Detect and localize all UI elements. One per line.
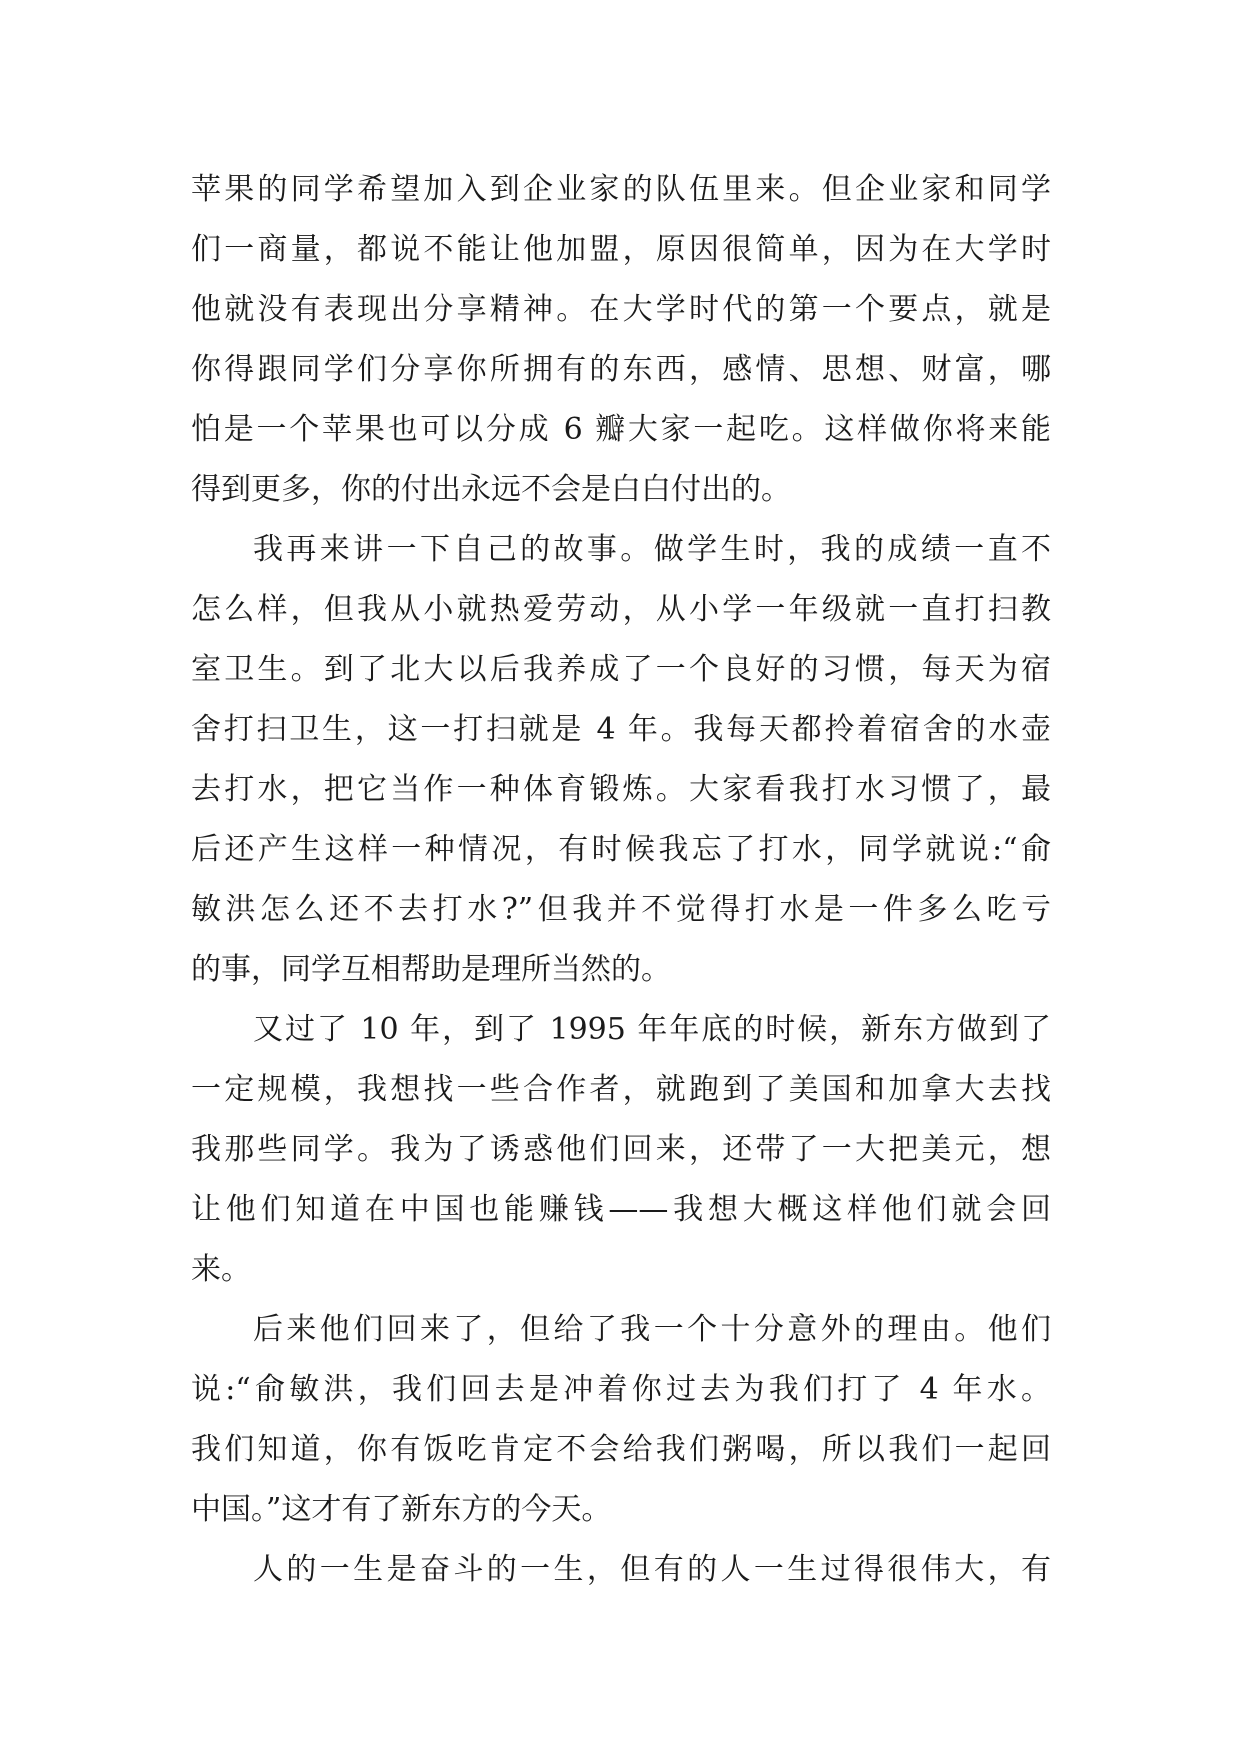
text-line: 敏洪怎么还不去打水?”但我并不觉得打水是一件多么吃亏 <box>191 892 1051 927</box>
text-line: 来。 <box>191 1252 251 1287</box>
paragraph-first-line: 我再来讲一下自己的故事。做学生时，我的成绩一直不 <box>253 532 1051 567</box>
paragraph-first-line: 后来他们回来了，但给了我一个十分意外的理由。他们 <box>253 1312 1051 1347</box>
text-line: 们一商量，都说不能让他加盟，原因很简单，因为在大学时 <box>191 232 1051 267</box>
text-line: 的事，同学互相帮助是理所当然的。 <box>191 952 671 987</box>
text-line: 后还产生这样一种情况，有时候我忘了打水，同学就说:“俞 <box>191 832 1051 867</box>
text-line: 他就没有表现出分享精神。在大学时代的第一个要点，就是 <box>191 292 1051 327</box>
text-line: 我那些同学。我为了诱惑他们回来，还带了一大把美元，想 <box>191 1132 1051 1167</box>
text-line: 你得跟同学们分享你所拥有的东西，感情、思想、财富，哪 <box>191 352 1051 387</box>
text-line: 让他们知道在中国也能赚钱——我想大概这样他们就会回 <box>191 1192 1051 1227</box>
text-line: 我们知道，你有饭吃肯定不会给我们粥喝，所以我们一起回 <box>191 1432 1051 1467</box>
text-line: 舍打扫卫生，这一打扫就是 4 年。我每天都拎着宿舍的水壶 <box>191 712 1051 747</box>
text-line: 苹果的同学希望加入到企业家的队伍里来。但企业家和同学 <box>191 172 1051 207</box>
paragraph-first-line: 又过了 10 年，到了 1995 年年底的时候，新东方做到了 <box>253 1012 1051 1047</box>
text-line: 怕是一个苹果也可以分成 6 瓣大家一起吃。这样做你将来能 <box>191 412 1051 447</box>
text-line: 一定规模，我想找一些合作者，就跑到了美国和加拿大去找 <box>191 1072 1051 1107</box>
text-line: 说:“俞敏洪，我们回去是冲着你过去为我们打了 4 年水。 <box>191 1372 1051 1407</box>
text-line: 怎么样，但我从小就热爱劳动，从小学一年级就一直打扫教 <box>191 592 1051 627</box>
text-line: 得到更多，你的付出永远不会是白白付出的。 <box>191 472 791 507</box>
paragraph-first-line: 人的一生是奋斗的一生，但有的人一生过得很伟大，有 <box>253 1552 1051 1587</box>
text-line: 室卫生。到了北大以后我养成了一个良好的习惯，每天为宿 <box>191 652 1051 687</box>
text-line: 去打水，把它当作一种体育锻炼。大家看我打水习惯了，最 <box>191 772 1051 807</box>
document-body <box>191 160 1051 1600</box>
text-line: 中国。”这才有了新东方的今天。 <box>191 1492 612 1527</box>
